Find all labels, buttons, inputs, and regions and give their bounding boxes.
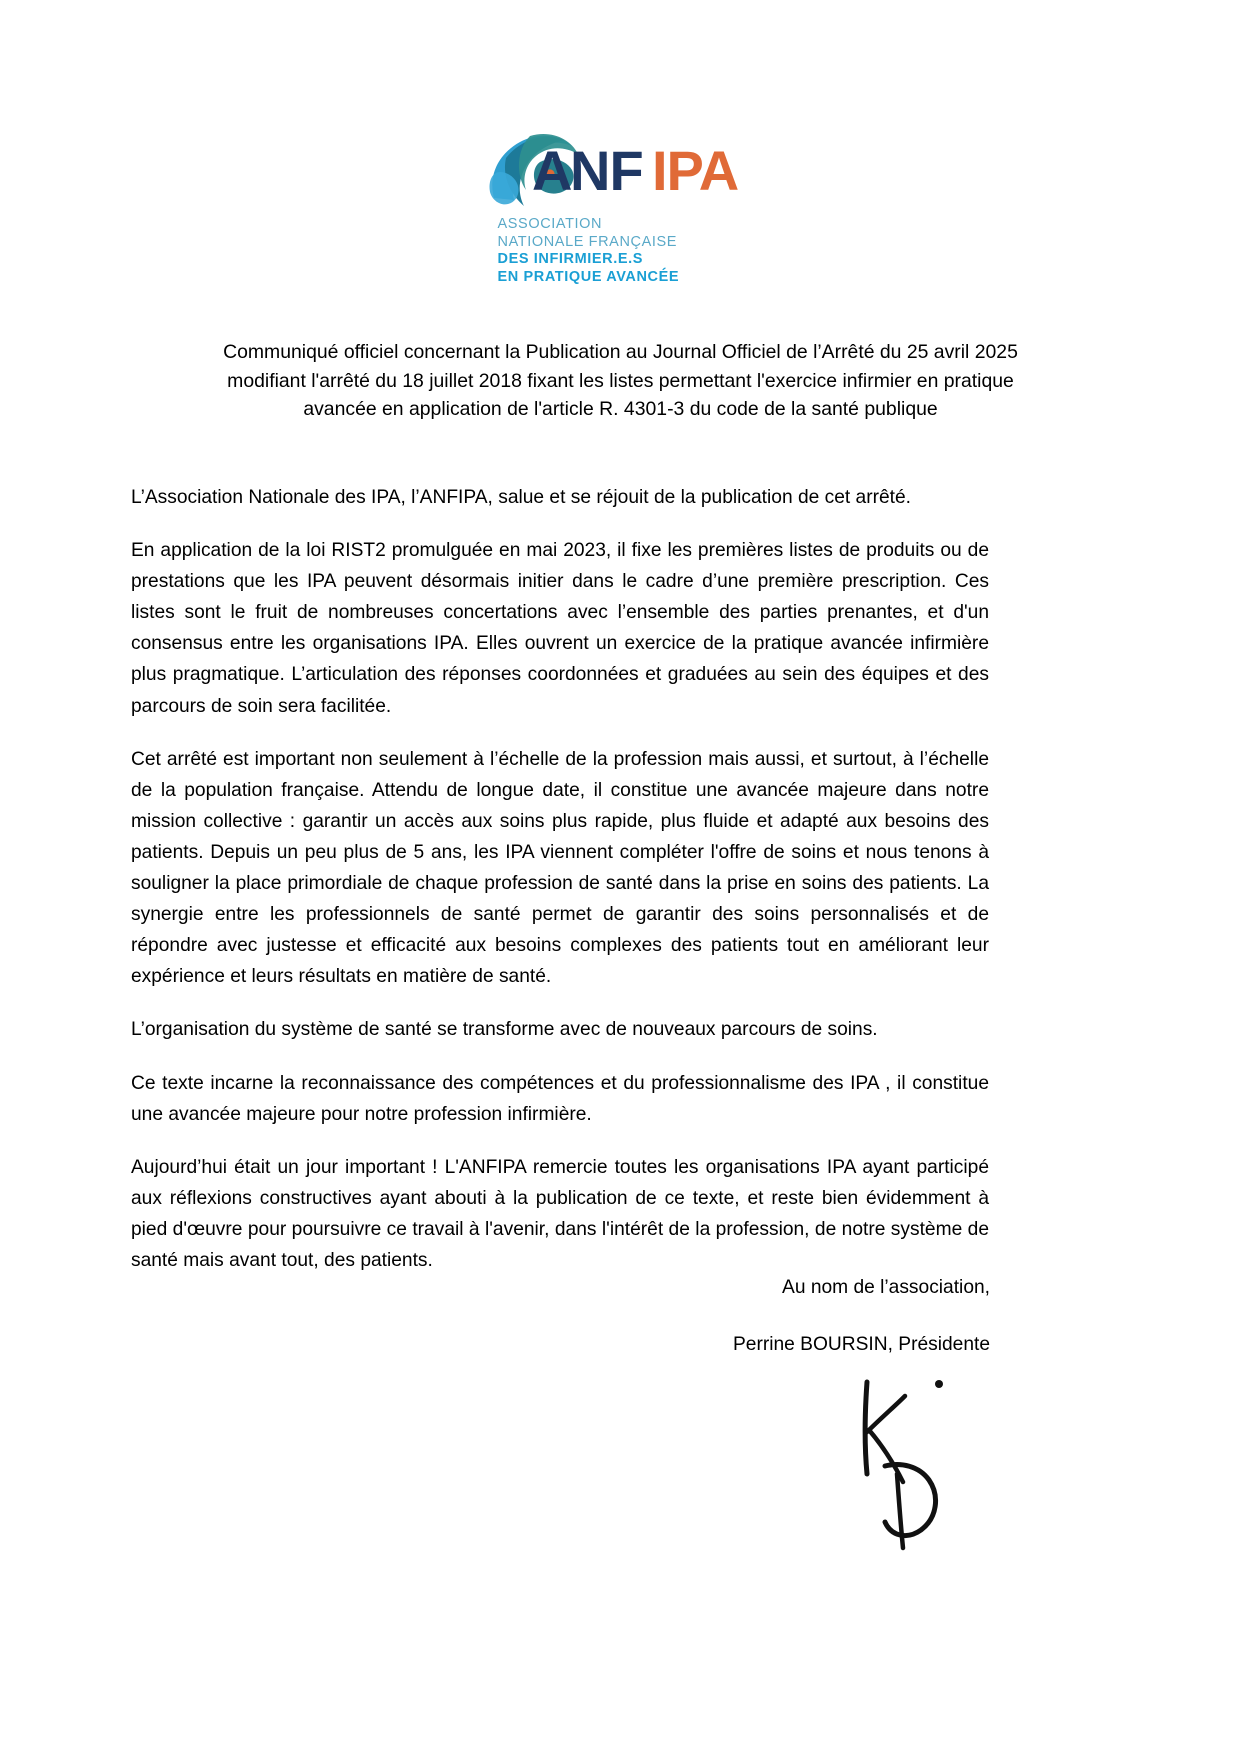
body-paragraph-2: En application de la loi RIST2 promulguée en mai 2023, il fixe les premières listes de produits ou de prestations que les IPA peuvent désormais initier dans le cadre d’une première prescription. Ces listes sont le fruit de nombreuses concertations avec l’ensemble des parties prenantes, et d'un consensus entre les organisations IPA. Elles ouvrent un exercice de la pratique avancée infirmière plus pragmatique. L’articulation des réponses coordonnées et graduées au sein des équipes et des parcours de soin sera facilitée.: [131, 540, 989, 717]
logo-tagline-line-4: EN PRATIQUE AVANCÉE: [497, 269, 680, 286]
signoff-association: Au nom de l’association,: [782, 1277, 990, 1298]
body-paragraph-1: L’Association Nationale des IPA, l’ANFIPA, salue et se réjouit de la publication de cet arrêté.: [131, 487, 912, 508]
document-title-line-2: modifiant l'arrêté du 18 juillet 2018 fixant les listes permettant l'exercice infirmier en pratique: [227, 369, 1014, 392]
document-body: [131, 482, 989, 1276]
signoff-name: Perrine BOURSIN, Présidente: [733, 1334, 990, 1356]
logo-tagline-line-3: DES INFIRMIER.E.S: [497, 251, 644, 268]
anfipa-logo: [0, 128, 1241, 287]
handwritten-signature-icon: [845, 1370, 1005, 1560]
svg-text:NF: NF: [569, 139, 643, 202]
svg-text:IPA: IPA: [651, 139, 738, 202]
logo-tagline-line-1: ASSOCIATION: [497, 216, 603, 232]
document-title-line-3: avancée en application de l'article R. 4301-3 du code de la santé publique: [303, 398, 938, 421]
body-paragraph-6: Aujourd’hui était un jour important ! L'ANFIPA remercie toutes les organisations IPA ayant participé aux réflexions constructives ayant abouti à la publication de ce texte, et reste bien évidemment à pied d'œuvre pour poursuivre ce travail à l'avenir, dans l'intérêt de la profession, de notre système de santé mais avant tout, des patients.: [131, 1156, 989, 1271]
logo-tagline-line-2: NATIONALE FRANÇAISE: [497, 233, 678, 250]
logo-tagline: [486, 216, 756, 287]
document-title-line-1: Communiqué officiel concernant la Publication au Journal Officiel de l’Arrêté du 25 avril 2025: [223, 341, 1018, 363]
body-paragraph-5: Ce texte incarne la reconnaissance des compétences et du professionnalisme des IPA , il constitue une avancée majeure pour notre profession infirmière.: [131, 1072, 989, 1125]
body-paragraph-4: L’organisation du système de santé se transforme avec de nouveaux parcours de soins.: [131, 1019, 878, 1041]
anfipa-wordmark-icon: [486, 128, 756, 212]
body-paragraph-3: Cet arrêté est important non seulement à l’échelle de la profession mais aussi, et surtout, à l’échelle de la population française. Attendu de longue date, il constitue une avancée majeure dans notre mission collective : garantir un accès aux soins plus rapide, plus fluide et adapté aux besoins des patients. Depuis un peu plus de 5 ans, les IPA viennent compléter l'offre de soins et nous tenons à souligner la place primordiale de chaque profession de santé dans la prise en soins des patients. La synergie entre les professionnels de santé permet de garantir des soins personnalisés et de répondre avec justesse et efficacité aux besoins complexes des patients tout en améliorant leur expérience et leurs résultats en matière de santé.: [131, 748, 989, 988]
signoff-block: [480, 1272, 990, 1360]
document-title: [131, 338, 1110, 424]
svg-text:A: A: [531, 139, 571, 202]
